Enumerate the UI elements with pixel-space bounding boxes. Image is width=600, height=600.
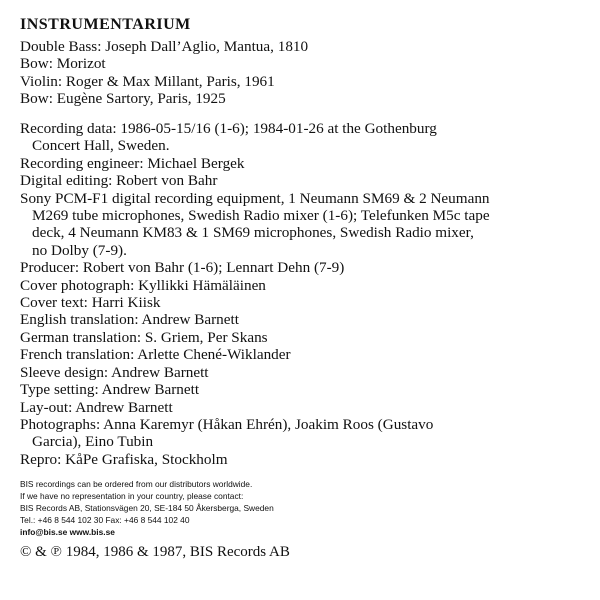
section-title: INSTRUMENTARIUM bbox=[20, 16, 191, 33]
credit-line: Lay-out: Andrew Barnett bbox=[20, 398, 173, 416]
credit-line: Garcia), Eino Tubin bbox=[32, 433, 154, 451]
instrument-line: Bow: Morizot bbox=[20, 55, 106, 73]
credit-line: French translation: Arlette Chené-Wiklander bbox=[20, 346, 291, 364]
credit-line: German translation: S. Griem, Per Skans bbox=[20, 328, 268, 346]
contact-web: info@bis.se www.bis.se bbox=[20, 527, 115, 537]
credit-line: Digital editing: Robert von Bahr bbox=[20, 172, 218, 190]
credit-line: Recording data: 1986-05-15/16 (1-6); 1984-01-26 at the Gothenburg bbox=[20, 120, 437, 137]
credit-line: Sony PCM-F1 digital recording equipment, 1 Neumann SM69 & 2 Neumann bbox=[20, 189, 490, 207]
instrument-line: Violin: Roger & Max Millant, Paris, 1961 bbox=[20, 72, 275, 90]
credit-line: Cover text: Harri Kiisk bbox=[20, 294, 161, 312]
credit-line: English translation: Andrew Barnett bbox=[20, 311, 239, 329]
credit-line: deck, 4 Neumann KM83 & 1 SM69 microphones, Swedish Radio mixer, bbox=[32, 224, 474, 242]
credit-line: Cover photograph: Kyllikki Hämäläinen bbox=[20, 276, 266, 294]
credit-line: Photographs: Anna Karemyr (Håkan Ehrén), Joakim Roos (Gustavo bbox=[20, 415, 434, 433]
credits-list bbox=[20, 120, 590, 468]
credit-line: Sleeve design: Andrew Barnett bbox=[20, 363, 209, 381]
copyright-notice: © & ℗ 1984, 1986 & 1987, BIS Records AB bbox=[20, 544, 290, 560]
credit-line: Producer: Robert von Bahr (1-6); Lennart Dehn (7-9) bbox=[20, 259, 345, 277]
instrumentarium-list bbox=[20, 38, 590, 108]
contact-info bbox=[20, 478, 580, 538]
contact-line: If we have no representation in your country, please contact: bbox=[20, 491, 244, 501]
credit-line: M269 tube microphones, Swedish Radio mixer (1-6); Telefunken M5c tape bbox=[32, 207, 490, 225]
credit-line: no Dolby (7-9). bbox=[32, 241, 127, 259]
credit-line: Repro: KåPe Grafiska, Stockholm bbox=[20, 450, 228, 468]
contact-line: BIS recordings can be ordered from our distributors worldwide. bbox=[20, 479, 253, 489]
contact-phone: Tel.: +46 8 544 102 30 Fax: +46 8 544 102 40 bbox=[20, 515, 190, 525]
contact-address: BIS Records AB, Stationsvägen 20, SE-184 50 Åkersberga, Sweden bbox=[20, 503, 274, 513]
credit-line: Concert Hall, Sweden. bbox=[32, 137, 170, 155]
instrument-line: Bow: Eugène Sartory, Paris, 1925 bbox=[20, 90, 226, 108]
instrument-line: Double Bass: Joseph Dall’Aglio, Mantua, 1810 bbox=[20, 38, 309, 55]
credit-line: Type setting: Andrew Barnett bbox=[20, 381, 200, 399]
credit-line: Recording engineer: Michael Bergek bbox=[20, 154, 245, 172]
